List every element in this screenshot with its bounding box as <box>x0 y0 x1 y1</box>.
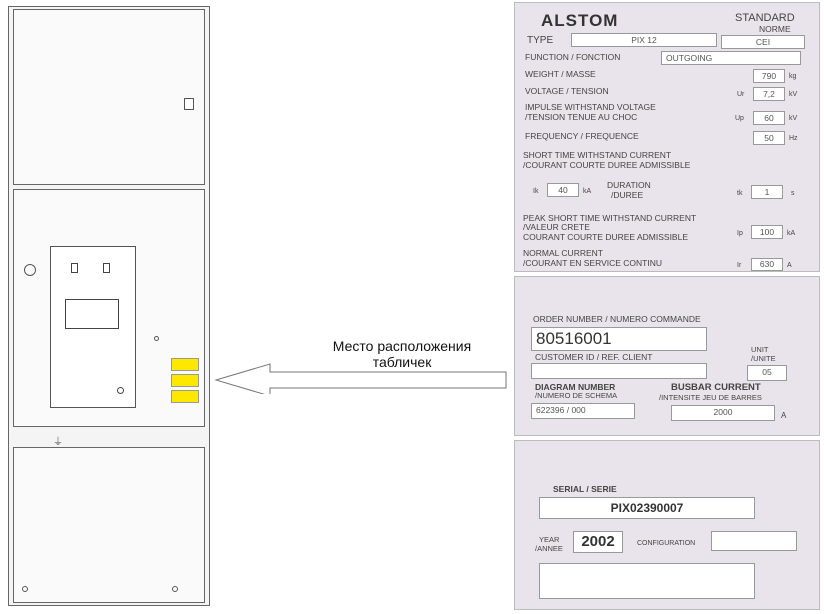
short-time-label-line1: SHORT TIME WITHSTAND CURRENT <box>523 150 672 160</box>
type-label: TYPE <box>527 35 554 46</box>
voltage-symbol: Ur <box>737 91 745 98</box>
peak-label-line3: COURANT COURTE DUREE ADMISSIBLE <box>523 232 688 242</box>
normal-current-symbol: Ir <box>737 262 742 269</box>
plate-location-1 <box>171 358 199 371</box>
year-label-line1: YEAR <box>539 535 560 544</box>
display-window <box>65 299 119 329</box>
diagram-number-label-line2: /NUMERO DE SCHEMA <box>535 391 618 400</box>
indicator-circle-icon <box>24 264 36 276</box>
impulse-value: 60 <box>753 111 785 125</box>
impulse-unit: kV <box>789 115 798 122</box>
weight-value: 790 <box>753 69 785 83</box>
unit-label-line1: UNIT <box>751 345 769 354</box>
duration-label-line1: DURATION <box>607 180 651 190</box>
unit-value: 05 <box>747 365 787 381</box>
normal-current-label-line1: NORMAL CURRENT <box>523 248 603 258</box>
alstom-logo: ALSTOM <box>541 11 619 30</box>
configuration-label: CONFIGURATION <box>637 540 696 547</box>
short-time-symbol: Ik <box>533 188 539 195</box>
frequency-value: 50 <box>753 131 785 145</box>
year-label-line2: /ANNEE <box>535 544 563 553</box>
short-time-label-line2: /COURANT COURTE DUREE ADMISSIBLE <box>523 160 691 170</box>
function-value: OUTGOING <box>661 51 801 65</box>
plates-location-caption <box>322 338 482 370</box>
weight-unit: kg <box>789 73 797 80</box>
duration-symbol: tk <box>737 190 743 197</box>
order-number-value: 80516001 <box>531 327 707 351</box>
weight-label: WEIGHT / MASSE <box>525 69 596 79</box>
switch-left-icon <box>71 263 78 273</box>
configuration-value <box>711 531 797 551</box>
unit-label-line2: /UNITE <box>751 354 776 363</box>
short-time-unit: kA <box>583 188 592 195</box>
peak-symbol: Ip <box>737 230 743 237</box>
switch-right-icon <box>103 263 110 273</box>
busbar-current-label-line2: /INTENSITE JEU DE BARRES <box>659 393 762 402</box>
short-time-value: 40 <box>547 183 579 197</box>
impulse-label-line1: IMPULSE WITHSTAND VOLTAGE <box>525 102 656 112</box>
customer-id-label: CUSTOMER ID / REF. CLIENT <box>535 352 653 362</box>
order-number-label: ORDER NUMBER / NUMERO COMMANDE <box>533 314 701 324</box>
standard-value: CEI <box>721 35 805 49</box>
normal-current-value: 630 <box>751 258 783 271</box>
lower-compartment-door <box>13 447 205 603</box>
rating-plate <box>514 2 820 272</box>
voltage-value: 7,2 <box>753 87 785 101</box>
peak-label-line2: /VALEUR CRETE <box>523 222 590 232</box>
small-screw-icon <box>154 336 159 341</box>
customer-id-value <box>531 363 707 379</box>
function-label: FUNCTION / FONCTION <box>525 52 621 62</box>
impulse-label-line2: /TENSION TENUE AU CHOC <box>525 112 638 122</box>
blank-field <box>539 563 755 599</box>
frequency-unit: Hz <box>789 135 798 142</box>
duration-value: 1 <box>751 185 783 199</box>
earthing-symbol-icon: ⏚ <box>53 437 63 448</box>
caption-line-2: табличек <box>372 354 432 370</box>
busbar-current-unit: A <box>781 411 787 420</box>
door-lock-icon <box>184 98 194 110</box>
voltage-label: VOLTAGE / TENSION <box>525 86 609 96</box>
caption-line-1: Место расположения <box>332 338 472 354</box>
peak-unit: kA <box>787 230 796 237</box>
screw-left-icon <box>22 586 28 592</box>
impulse-symbol: Up <box>735 115 744 122</box>
norme-label: NORME <box>759 24 791 34</box>
busbar-current-value: 2000 <box>671 405 775 421</box>
switchgear-cabinet <box>8 6 210 606</box>
voltage-unit: kV <box>789 91 798 98</box>
busbar-current-label-line1: BUSBAR CURRENT <box>671 382 761 393</box>
serial-plate <box>514 440 820 610</box>
peak-value: 100 <box>751 225 783 239</box>
diagram-number-label-line1: DIAGRAM NUMBER <box>535 382 616 392</box>
small-circle-icon <box>117 387 124 394</box>
frequency-label: FREQUENCY / FREQUENCE <box>525 131 639 141</box>
diagram-number-value: 622396 / 000 <box>531 403 635 419</box>
serial-value: PIX02390007 <box>539 497 755 519</box>
order-plate <box>514 276 820 436</box>
peak-label-line1: PEAK SHORT TIME WITHSTAND CURRENT <box>523 213 697 223</box>
control-panel <box>50 246 136 408</box>
plate-location-3 <box>171 390 199 403</box>
duration-label-line2: /DUREE <box>611 190 644 200</box>
year-value: 2002 <box>573 531 623 553</box>
standard-label: STANDARD <box>735 12 795 24</box>
upper-compartment-door <box>13 9 205 185</box>
type-value: PIX 12 <box>571 33 717 47</box>
normal-current-label-line2: /COURANT EN SERVICE CONTINU <box>523 258 663 268</box>
plate-location-2 <box>171 374 199 387</box>
serial-label: SERIAL / SERIE <box>553 484 617 494</box>
normal-current-unit: A <box>787 262 792 269</box>
screw-right-icon <box>172 586 178 592</box>
duration-unit: s <box>791 190 795 197</box>
